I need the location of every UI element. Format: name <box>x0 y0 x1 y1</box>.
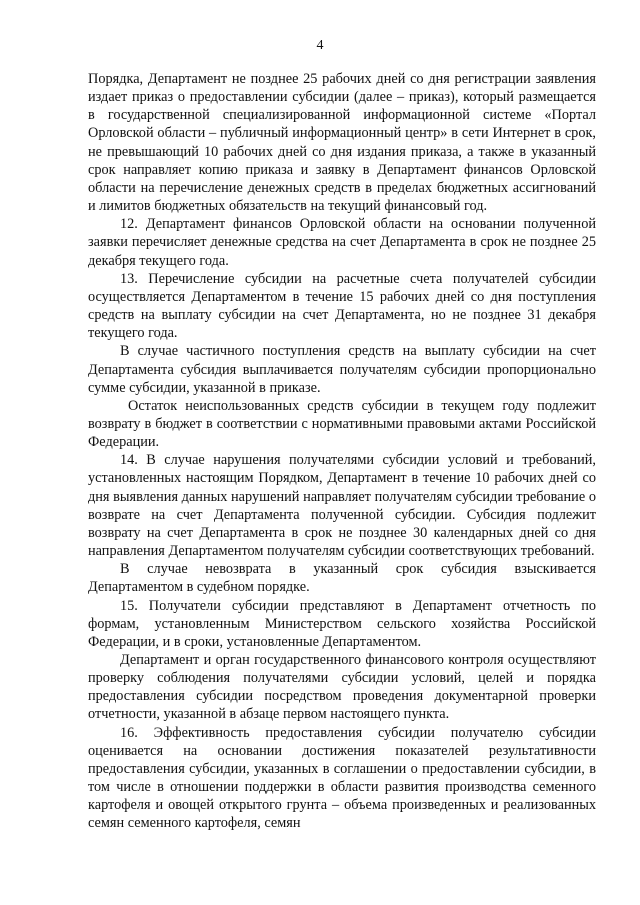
paragraph-14: 14. В случае нарушения получателями субсидии условий и требований, установленных настоящим Порядком, Департамент в течение 10 рабочих дней со дня выявления данных нарушений направляет получателям субсидии требование о возврате на счет Департамента полученной субсидии. Субсидия подлежит возврату на счет Департамента в срок не позднее 30 календарных дней со дня направления Департаментом получателям субсидии соответствующих требований. <box>88 452 596 560</box>
paragraph-16: 16. Эффективность предоставления субсидии получателю субсидии оценивается на основании достижения показателей результативности предоставления субсидии, указанных в соглашении о предоставлении субсидии, в том числе в отношении поддержки в области развития производства семенного картофеля и овощей открытого грунта – объема произведенных и реализованных семян семенного картофеля, семян <box>88 724 596 832</box>
paragraph-continuation: Порядка, Департамент не позднее 25 рабочих дней со дня регистрации заявления издает приказ о предоставлении субсидии (далее – приказ), который размещается в государственной специализированной информационной системе «Портал Орловской области – публичный информационный центр» в сети Интернет в срок, не превышающий 10 рабочих дней со дня издания приказа, а также в указанный срок направляет копию приказа и заявку в Департамент финансов Орловской области на перечисление денежных средств в пределах бюджетных ассигнований и лимитов бюджетных обязательств на текущий финансовый год. <box>88 71 596 215</box>
paragraph-partial-receipt: В случае частичного поступления средств на выплату субсидии на счет Департамента субсидия выплачивается получателям субсидии пропорционально сумме субсидии, указанной в приказе. <box>88 343 596 396</box>
paragraph-unused-remainder: Остаток неиспользованных средств субсидии в текущем году подлежит возврату в бюджет в соответствии с нормативными правовыми актами Российской Федерации. <box>88 397 596 451</box>
paragraph-12: 12. Департамент финансов Орловской области на основании полученной заявки перечисляет денежные средства на счет Департамента в срок не позднее 25 декабря текущего года. <box>88 216 596 269</box>
paragraph-15: 15. Получатели субсидии представляют в Департамент отчетность по формам, установленным Министерством сельского хозяйства Российской Федерации, и в сроки, установленные Департаментом. <box>88 597 596 650</box>
paragraph-non-return: В случае невозврата в указанный срок субсидия взыскивается Департаментом в судебном порядке. <box>88 561 596 596</box>
page-number: 4 <box>316 38 324 53</box>
document-body <box>88 70 596 833</box>
paragraph-control-check: Департамент и орган государственного финансового контроля осуществляют проверку соблюдения получателями субсидии условий, целей и порядка предоставления субсидии посредством проведения документарной проверки отчетности, указанной в абзаце первом настоящего пункта. <box>88 652 596 723</box>
paragraph-13: 13. Перечисление субсидии на расчетные счета получателей субсидии осуществляется Департаментом в течение 15 рабочих дней со дня поступления средств на выплату субсидии на счет Департамента, но не позднее 31 декабря текущего года. <box>88 270 596 342</box>
